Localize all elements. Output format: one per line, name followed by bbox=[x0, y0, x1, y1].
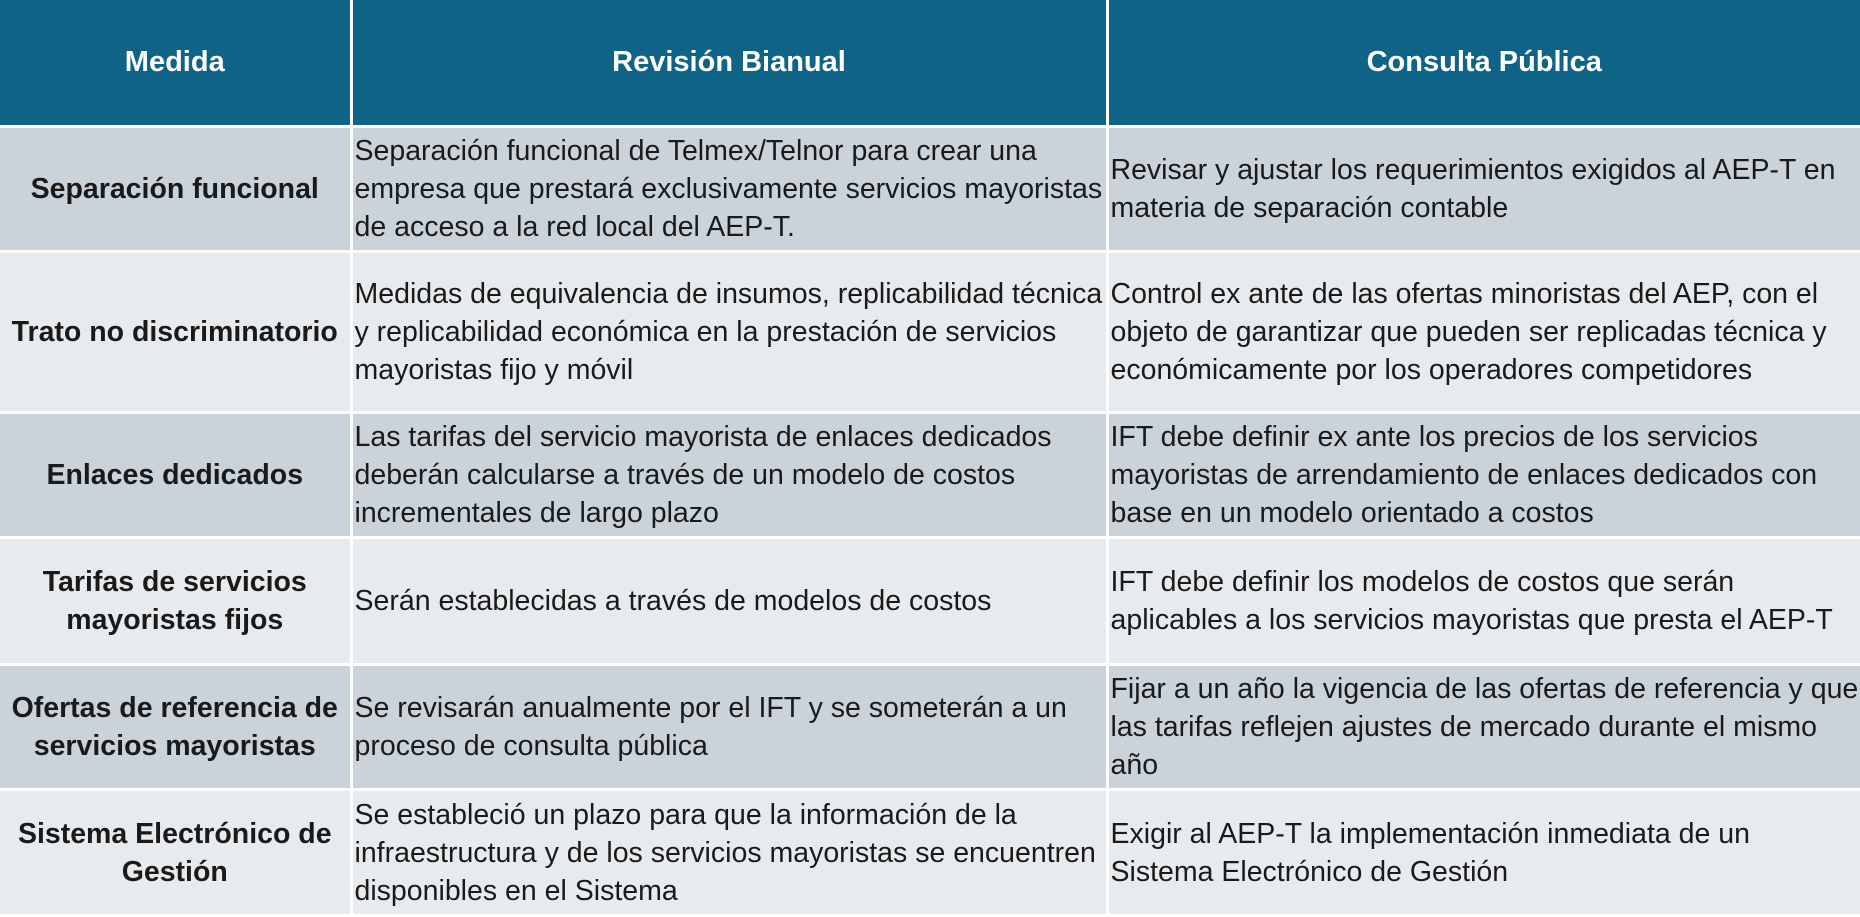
measure-cell: Tarifas de servicios mayoristas fijos bbox=[0, 538, 351, 665]
measure-cell: Separación funcional bbox=[0, 127, 351, 252]
measure-cell: Trato no discriminatorio bbox=[0, 252, 351, 413]
measure-cell: Sistema Electrónico de Gestión bbox=[0, 790, 351, 916]
consulta-cell: Exigir al AEP-T la implementación inmediata de un Sistema Electrónico de Gestión bbox=[1107, 790, 1860, 916]
table-row bbox=[0, 127, 1860, 252]
table-header bbox=[0, 0, 1860, 127]
measure-cell: Ofertas de referencia de servicios mayoristas bbox=[0, 665, 351, 790]
table-row bbox=[0, 665, 1860, 790]
header-medida: Medida bbox=[0, 0, 351, 127]
table-row bbox=[0, 538, 1860, 665]
table-row bbox=[0, 252, 1860, 413]
revision-cell: Serán establecidas a través de modelos de costos bbox=[351, 538, 1107, 665]
header-revision-bianual: Revisión Bianual bbox=[351, 0, 1107, 127]
consulta-cell: Fijar a un año la vigencia de las ofertas de referencia y que las tarifas reflejen ajustes de mercado durante el mismo año bbox=[1107, 665, 1860, 790]
revision-cell: Se revisarán anualmente por el IFT y se someterán a un proceso de consulta pública bbox=[351, 665, 1107, 790]
header-row bbox=[0, 0, 1860, 127]
consulta-cell: IFT debe definir ex ante los precios de los servicios mayoristas de arrendamiento de enlaces dedicados con base en un modelo orientado a costos bbox=[1107, 413, 1860, 538]
revision-cell: Las tarifas del servicio mayorista de enlaces dedicados deberán calcularse a través de un modelo de costos incrementales de largo plazo bbox=[351, 413, 1107, 538]
revision-cell: Separación funcional de Telmex/Telnor para crear una empresa que prestará exclusivamente servicios mayoristas de acceso a la red local del AEP-T. bbox=[351, 127, 1107, 252]
table-row bbox=[0, 413, 1860, 538]
consulta-cell: Revisar y ajustar los requerimientos exigidos al AEP-T en materia de separación contable bbox=[1107, 127, 1860, 252]
measure-cell: Enlaces dedicados bbox=[0, 413, 351, 538]
header-consulta-publica: Consulta Pública bbox=[1107, 0, 1860, 127]
consulta-cell: IFT debe definir los modelos de costos que serán aplicables a los servicios mayoristas que presta el AEP-T bbox=[1107, 538, 1860, 665]
consulta-cell: Control ex ante de las ofertas minoristas del AEP, con el objeto de garantizar que pueden ser replicadas técnica y económicamente por los operadores competidores bbox=[1107, 252, 1860, 413]
revision-cell: Medidas de equivalencia de insumos, replicabilidad técnica y replicabilidad económica en la prestación de servicios mayoristas fijo y móvil bbox=[351, 252, 1107, 413]
table-row bbox=[0, 790, 1860, 916]
table-body bbox=[0, 127, 1860, 916]
revision-cell: Se estableció un plazo para que la información de la infraestructura y de los servicios mayoristas se encuentren disponibles en el Sistema bbox=[351, 790, 1107, 916]
